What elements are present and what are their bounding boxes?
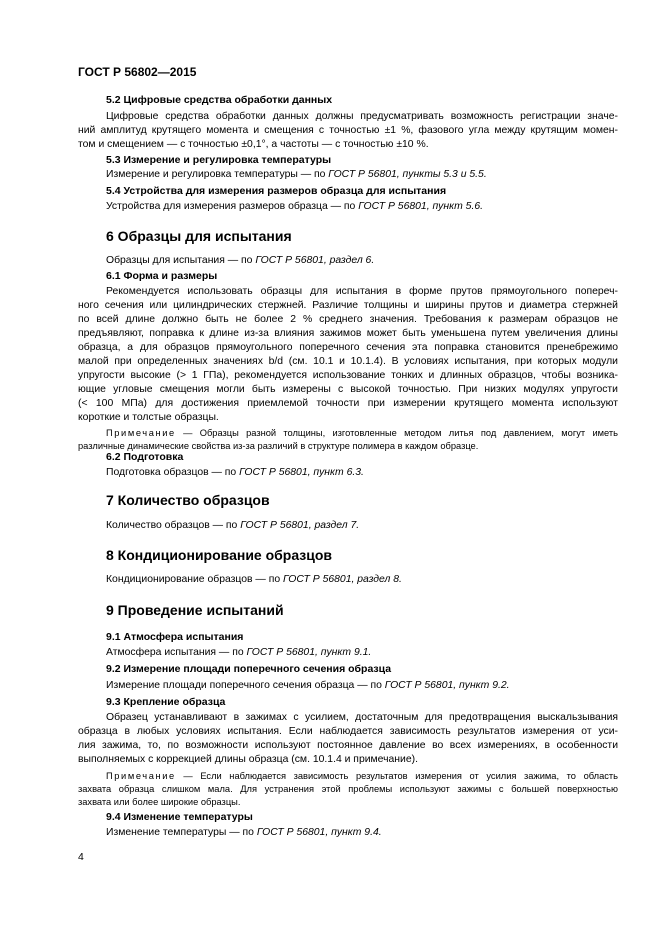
standard-reference: ГОСТ Р 56801, пункт 9.1. <box>246 647 372 658</box>
document-header: ГОСТ Р 56802—2015 <box>78 65 197 79</box>
standard-reference: ГОСТ Р 56801, пункт 9.2. <box>384 680 510 691</box>
paragraph-line: образца в любых условиях испытания. Если наблюдается зависимость результатов измерения от уси- <box>78 726 618 737</box>
section-9-3-title: 9.3 Крепление образца <box>106 696 226 708</box>
body-text: Образцы для испытания — по <box>106 255 256 266</box>
section-6-1-note <box>78 427 618 453</box>
section-9-3-note <box>78 770 618 809</box>
standard-reference: ГОСТ Р 56801, пункт 9.4. <box>256 827 382 838</box>
paragraph-line: короткие и толстые образцы. <box>78 412 219 423</box>
paragraph-line: предъявляют, поправка к длине из-за влияния зажимов может быть уменьшена путем увеличения длины <box>78 328 618 339</box>
section-7-title: 7 Количество образцов <box>106 492 270 508</box>
section-5-3-text <box>106 168 487 182</box>
section-8-title: 8 Кондиционирование образцов <box>106 547 333 563</box>
standard-reference: ГОСТ Р 56801, раздел 8. <box>283 574 402 585</box>
section-5-2-paragraph <box>78 110 618 152</box>
section-6-1-title: 6.1 Форма и размеры <box>106 270 218 282</box>
note-line: захвата образца слишком мала. Для устранения этой проблемы используют зажимы с большей поверхностью <box>78 784 618 794</box>
section-9-1-title: 9.1 Атмосфера испытания <box>106 631 244 643</box>
body-text: Подготовка образцов — по <box>106 467 240 478</box>
section-9-2-title: 9.2 Измерение площади поперечного сечения образца <box>106 663 392 675</box>
section-9-2-text <box>106 679 510 693</box>
standard-reference: ГОСТ Р 56801, раздел 6. <box>255 255 375 266</box>
body-text: Количество образцов — по <box>106 520 241 531</box>
body-text: Изменение температуры — по <box>106 827 257 838</box>
standard-reference: ГОСТ Р 56801, пункты 5.3 и 5.5. <box>328 169 487 180</box>
note-line <box>78 427 618 440</box>
paragraph-line: по всей длине должно быть не более 2 % среднего значения. Требования к размерам образцов не <box>78 314 618 325</box>
section-8-text <box>106 573 402 587</box>
note-line: различные динамические свойства из-за различий в структуре полимера в каждом образце. <box>78 441 479 451</box>
section-5-2-title: 5.2 Цифровые средства обработки данных <box>106 94 333 106</box>
page-number: 4 <box>78 852 84 863</box>
note-line <box>78 770 618 783</box>
section-6-2-title: 6.2 Подготовка <box>106 451 184 463</box>
note-line: захвата или более широкие образцы. <box>78 797 241 807</box>
section-6-text <box>106 254 374 268</box>
paragraph-line: упругости высокие (> 1 ГПа), рекомендуется использование тонких и длинных образцов, чтобы возника- <box>78 370 618 381</box>
section-6-2-text <box>106 466 364 480</box>
body-text: Измерение площади поперечного сечения образца — по <box>106 680 385 691</box>
section-9-4-text <box>106 826 382 840</box>
note-text: — Если наблюдается зависимость результатов измерения от усилия зажима, то область <box>175 771 618 781</box>
section-5-3-title: 5.3 Измерение и регулировка температуры <box>106 154 332 166</box>
standard-reference: ГОСТ Р 56801, раздел 7. <box>240 520 360 531</box>
section-9-1-text <box>106 646 371 660</box>
section-5-4-text <box>106 200 483 214</box>
standard-reference: ГОСТ Р 56801, пункт 5.6. <box>358 201 483 212</box>
body-text: Кондиционирование образцов — по <box>106 574 283 585</box>
section-9-title: 9 Проведение испытаний <box>106 602 284 618</box>
section-5-4-title: 5.4 Устройства для измерения размеров образца для испытания <box>106 185 447 197</box>
section-6-1-paragraph <box>78 285 618 425</box>
note-text: — Образцы разной толщины, изготовленные методом литья под давлением, могут иметь <box>175 428 618 438</box>
note-label: Примечание <box>106 428 176 438</box>
paragraph-line: образца, а для образцов прямоугольного поперечного сечения эта поправка становится пренебрежимо <box>78 342 618 353</box>
section-6-title: 6 Образцы для испытания <box>106 228 292 244</box>
paragraph-line: Рекомендуется использовать образцы для испытания в форме прутов прямоугольного попереч- <box>106 286 618 297</box>
standard-reference: ГОСТ Р 56801, пункт 6.3. <box>239 467 364 478</box>
paragraph-line: Образец устанавливают в зажимах с усилием, достаточным для предотвращения выскальзывания <box>106 712 618 723</box>
note-label: Примечание <box>106 771 176 781</box>
paragraph-line: выполняемых с коррекцией длины образца (см. 10.1.4 и примечание). <box>78 754 418 765</box>
section-9-4-title: 9.4 Изменение температуры <box>106 811 253 823</box>
paragraph-line: ний амплитуд крутящего момента и смещения с точностью ±1 %, фазового угла между крутящим момен- <box>78 125 618 136</box>
section-7-text <box>106 519 359 533</box>
body-text: Устройства для измерения размеров образца — по <box>106 201 359 212</box>
paragraph-line: ющие угловые смещения могли быть измерены с высокой точностью. При низких модулях упругости <box>78 384 618 395</box>
body-text: Атмосфера испытания — по <box>106 647 247 658</box>
paragraph-line: том и смещением — с точностью ±0,1°, а частоты — с точностью ±10 %. <box>78 139 429 150</box>
body-text: Измерение и регулировка температуры — по <box>106 169 329 180</box>
paragraph-line: лия зажима, то, по возможности используют постоянное давление во всех измерениях, в особенности <box>78 740 618 751</box>
paragraph-line: Цифровые средства обработки данных должны предусматривать возможность регистрации значе- <box>106 111 618 122</box>
paragraph-line: малой при определенных значениях b/d (см. 10.1 и 10.1.4). В условиях испытания, при которых модули <box>78 356 618 367</box>
section-9-3-paragraph <box>78 711 618 767</box>
paragraph-line: (< 100 МПа) для достижения приемлемой точности при измерении крутящего момента используют <box>78 398 618 409</box>
paragraph-line: ного сечения или цилиндрических стержней. Различие толщины и ширины прутов и диаметра стержней <box>78 300 618 311</box>
